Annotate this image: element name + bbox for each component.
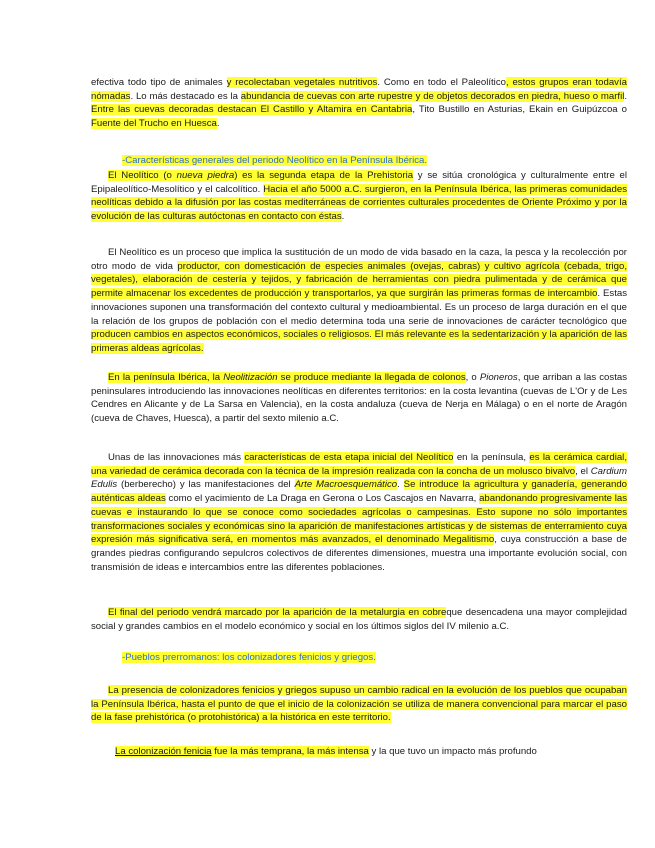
text-run: , o (465, 372, 480, 383)
text-run: , Tito Bustillo en Asturias, Ekain en Guipúzcoa o (412, 104, 627, 116)
paragraph-innovations (91, 451, 627, 574)
highlight-run: , estos grupos eran todavía nómadas (91, 77, 627, 102)
highlight-run: Se introduce la agricultura y ganadería, generando auténticas aldeas (91, 479, 627, 505)
text-run: efectiva todo tipo de animales (91, 77, 227, 88)
text-run: El Neolítico es un proceso que implica la sustitución de un modo de vida basado en la caza, la pesca y la recolección por otro modo de vida (91, 247, 627, 272)
highlight-run: abundancia de cuevas con arte rupestre y de objetos decorados en piedra, hueso o marfil (240, 90, 625, 102)
text-run: en la península, (453, 452, 530, 463)
text-run: , que arriban a las costas peninsulares introduciendo las innovaciones neolíticas en diferentes territorios: en la costa levantina (cuevas de L'Or y de Les Cendres en Alicante y de La Sarsa en Valencia), en la costa andaluza (cueva de Nerja en Málaga) o en el norte de Aragón (cueva de Chaves, Huesca), a partir del sexto milenio a.C. (91, 372, 627, 425)
highlight-run: El final del periodo vendrá marcado por la aparición de la metalurgia en cobre (108, 607, 447, 618)
heading-text: -Pueblos prerromanos: los colonizadores fenicios y griegos. (122, 652, 376, 663)
highlight-run: y recolectaban vegetales nutritivos (226, 77, 378, 88)
highlight-run: se produce mediante la llegada de colonos (277, 372, 466, 383)
paragraph-neolithic-process (91, 246, 627, 356)
section-heading-neolithic (122, 154, 592, 168)
highlight-run: La presencia de colonizadores fenicios y griegos supuso un cambio radical en la evolución de los pueblos que ocupaban la Península Ibérica, hasta el punto de que el inicio de la colonización se utiliza de manera convencional para marcar el paso de la fase prehistórica (o protohistórica) a la histórica en este territorio. (91, 685, 627, 724)
text-run: y la que tuvo un impacto más profundo (368, 746, 537, 757)
section-heading-prerroman (122, 651, 592, 665)
highlight-run: producen cambios en aspectos económicos, sociales o religiosos. El más relevante es la sedentarización y la aparición de las primeras aldeas agrícolas. (91, 329, 627, 354)
paragraph-neolitizacion (91, 371, 627, 426)
paragraph-phoenician (91, 745, 627, 759)
highlight-run: En la península Ibérica, la (108, 372, 224, 383)
paragraph-paleolithic (91, 76, 627, 131)
highlight-run: El Neolítico (o (108, 170, 177, 181)
text-run: y se sitúa cronológica y culturalmente entre el Epipaleolítico-Mesolítico y el calcolítico. (91, 170, 628, 195)
text-run: , cuya construcción a base de grandes piedras configurando sepulcros colectivos de diferentes dimensiones, muestra una importante evolución social, con transmisión de ideas e intercambios entre las diferentes poblaciones. (91, 534, 627, 573)
italic-run: Pioneros (479, 372, 518, 383)
highlight-run: características de esta etapa inicial del Neolítico (244, 452, 454, 463)
text-run: . Lo más destacado es la (130, 90, 241, 102)
highlight-italic-run: Neolitización (223, 372, 278, 383)
text-run: (berberecho) y las manifestaciones del (117, 479, 295, 491)
text-run: como el yacimiento de La Draga en Gerona o Los Cascajos en Navarra, (165, 493, 480, 505)
text-run: . (341, 211, 345, 223)
highlight-run: es la cerámica cardial, una variedad de cerámica decorada con la técnica de la impresión realizada con la concha de un molusco bivalvo (91, 452, 627, 477)
highlight-underline-run: La colonización fenicia (115, 746, 212, 757)
text-run: . (624, 90, 628, 102)
highlight-run: ) es la segunda etapa de la Prehistoria (234, 170, 414, 181)
highlight-run: fue la más temprana, la más intensa (211, 746, 369, 757)
highlight-run: Fuente del Trucho en Huesca (91, 118, 217, 130)
text-run: . (216, 118, 220, 130)
paragraph-colonizers (91, 684, 627, 725)
text-run: , el (575, 465, 591, 477)
text-run: . (397, 479, 404, 491)
italic-run: Cardium Edulis (91, 465, 627, 491)
highlight-run: abandonando progresivamente las cuevas e instaurando lo que se conoce como sociedades agrícolas o campesinas. Esto supone no sólo importantes transformaciones sociales y económicas sino la aparición de manifestaciones artísticas y de sistemas de enterramiento cuya expresión más significativa será, en momentos más avanzados, el denominado Megalitismo (91, 493, 627, 546)
paragraph-neolithic-intro (91, 169, 627, 224)
highlight-run: Hacia el año 5000 a.C. surgieron, en la Península Ibérica, las primeras comunidades neolíticas debido a la difusión por las costas mediterráneas de corrientes culturales procedentes de Oriente Próximo y por la evolución de las culturas autóctonas en contacto con éstas (91, 183, 627, 223)
heading-text: -Características generales del periodo Neolítico en la Península Ibérica. (122, 155, 428, 166)
highlight-italic-run: nueva piedra (176, 170, 235, 181)
highlight-run: Entre las cuevas decoradas destacan El Castillo y Altamira en Cantabria (91, 104, 413, 116)
text-run: . Como en todo el Paleolítico (377, 77, 506, 88)
highlight-run: productor, con domesticación de especies animales (ovejas, cabras) y cultivo agrícola (cebada, trigo, vegetales), elaboración de cestería y tejidos, y fabricación de herramientas con piedra pulimentada y de cerámica que permite almacenar los excedentes de producción y transportarlos, ya que surgirán las primeras formas de intercambio (91, 260, 627, 300)
text-run: Unas de las innovaciones más (108, 452, 245, 463)
text-run: que desencadena una mayor complejidad social y grandes cambios en el modelo económico y social en los últimos siglos del IV milenio a.C. (91, 607, 627, 632)
paragraph-metallurgy (91, 606, 627, 633)
text-run: . Estas innovaciones suponen una transformación del contexto cultural y medioambiental. Es un proceso de larga duración en el que la relación de los grupos de población con el medio determina toda una serie de innovaciones de carácter tecnológico que (91, 288, 628, 327)
highlight-italic-run: Arte Macroesquemático (294, 479, 398, 491)
